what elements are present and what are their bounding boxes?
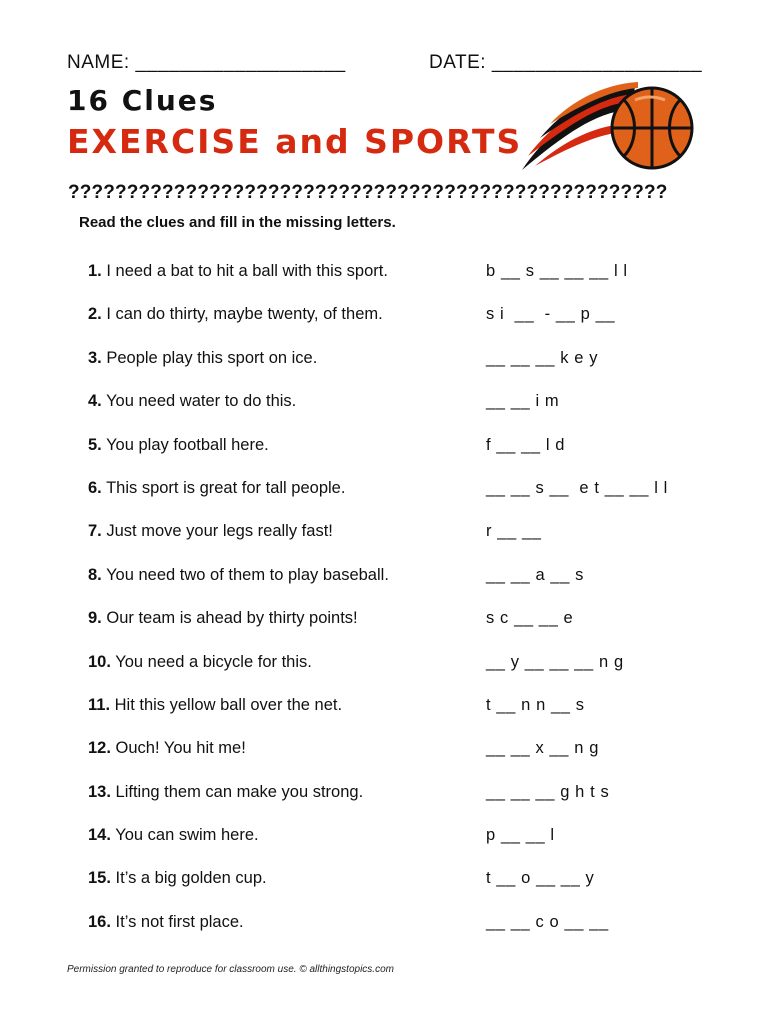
- clue-answer-blank[interactable]: s c __ __ e: [486, 609, 574, 628]
- clue-text: [88, 566, 389, 585]
- clue-number: 8.: [88, 565, 102, 584]
- clue-text: [88, 696, 342, 715]
- clue-text: [88, 479, 345, 498]
- clue-row: [88, 653, 708, 696]
- clue-row: [88, 783, 708, 826]
- clue-text: [88, 522, 333, 541]
- clue-sentence: You can swim here.: [115, 826, 259, 845]
- clue-row: [88, 522, 708, 565]
- clue-text: [88, 392, 296, 411]
- clue-answer-blank[interactable]: p __ __ l: [486, 826, 555, 845]
- clue-row: [88, 913, 708, 956]
- clue-sentence: You need a bicycle for this.: [115, 652, 312, 671]
- clue-answer-blank[interactable]: __ __ x __ n g: [486, 739, 599, 758]
- page-title: 16 Clues: [67, 84, 218, 117]
- clue-sentence: Ouch! You hit me!: [115, 739, 246, 758]
- clue-row: [88, 262, 708, 305]
- clue-sentence: It’s not first place.: [115, 912, 244, 931]
- clue-sentence: People play this sport on ice.: [106, 348, 318, 367]
- clue-text: [88, 869, 267, 888]
- clue-number: 14.: [88, 826, 111, 845]
- clue-row: [88, 479, 708, 522]
- clue-row: [88, 826, 708, 869]
- clue-sentence: Hit this yellow ball over the net.: [114, 695, 343, 714]
- clue-number: 6.: [88, 478, 102, 497]
- clue-row: [88, 739, 708, 782]
- page-subtitle: EXERCISE and SPORTS: [67, 122, 523, 161]
- clue-answer-blank[interactable]: s i __ - __ p __: [486, 305, 616, 324]
- clue-sentence: You need water to do this.: [106, 392, 297, 411]
- clue-answer-blank[interactable]: __ __ s __ e t __ __ l l: [486, 478, 668, 497]
- clue-number: 13.: [88, 782, 111, 801]
- clue-answer-blank[interactable]: b __ s __ __ __ l l: [486, 262, 628, 280]
- clue-text: [88, 436, 269, 455]
- clue-number: 4.: [88, 392, 102, 411]
- clue-row: [88, 392, 708, 435]
- clue-answer-blank[interactable]: f __ __ l d: [486, 435, 566, 454]
- clue-row: [88, 696, 708, 739]
- clue-text: [88, 305, 383, 324]
- clue-row: [88, 436, 708, 479]
- clue-number: 7.: [88, 522, 102, 541]
- clue-text: [88, 783, 363, 802]
- clue-number: 16.: [88, 912, 111, 931]
- footer-permission: Permission granted to reproduce for classroom use. © allthingstopics.com: [67, 964, 394, 975]
- basketball-icon: [510, 78, 700, 178]
- clue-sentence: Our team is ahead by thirty points!: [106, 609, 358, 628]
- clue-row: [88, 349, 708, 392]
- clue-sentence: I need a bat to hit a ball with this sport.: [106, 262, 388, 280]
- clue-sentence: I can do thirty, maybe twenty, of them.: [106, 305, 383, 324]
- clue-number: 10.: [88, 652, 111, 671]
- clue-text: [88, 653, 312, 672]
- clue-row: [88, 609, 708, 652]
- clue-sentence: Just move your legs really fast!: [106, 522, 333, 541]
- clue-sentence: This sport is great for tall people.: [106, 478, 346, 497]
- clue-row: [88, 566, 708, 609]
- clue-number: 2.: [88, 305, 102, 324]
- clue-number: 9.: [88, 609, 102, 628]
- clue-number: 5.: [88, 435, 102, 454]
- clue-sentence: Lifting them can make you strong.: [115, 782, 364, 801]
- clue-row: [88, 869, 708, 912]
- clue-sentence: You play football here.: [106, 435, 269, 454]
- clue-text: [88, 609, 358, 628]
- clue-answer-blank[interactable]: __ __ a __ s: [486, 565, 585, 584]
- decorative-question-marks: ???????????????????????????????????????????????????: [68, 182, 668, 203]
- clue-row: [88, 305, 708, 348]
- clue-text: [88, 349, 317, 368]
- clue-answer-blank[interactable]: __ __ __ g h t s: [486, 782, 610, 801]
- clue-number: 15.: [88, 869, 111, 888]
- clue-text: [88, 826, 259, 845]
- clue-answer-blank[interactable]: t __ n n __ s: [486, 695, 585, 714]
- clue-number: 3.: [88, 348, 102, 367]
- clue-answer-blank[interactable]: __ __ c o __ __: [486, 912, 609, 931]
- clue-text: [88, 262, 388, 281]
- clue-number: 12.: [88, 739, 111, 758]
- clue-sentence: You need two of them to play baseball.: [106, 565, 389, 584]
- instructions: Read the clues and fill in the missing letters.: [79, 214, 396, 231]
- clue-sentence: It’s a big golden cup.: [115, 869, 267, 888]
- clue-answer-blank[interactable]: r __ __: [486, 522, 542, 541]
- clue-number: 11.: [88, 695, 111, 714]
- clue-answer-blank[interactable]: __ __ i m: [486, 392, 560, 411]
- clue-answer-blank[interactable]: t __ o __ __ y: [486, 869, 595, 888]
- clue-answer-blank[interactable]: __ y __ __ __ n g: [486, 652, 624, 671]
- clue-text: [88, 913, 244, 932]
- date-field[interactable]: DATE: ___________________: [429, 52, 703, 73]
- clue-answer-blank[interactable]: __ __ __ k e y: [486, 348, 599, 367]
- clue-text: [88, 739, 246, 758]
- clue-number: 1.: [88, 262, 102, 280]
- clue-list: [88, 262, 708, 956]
- name-field[interactable]: NAME: ___________________: [67, 52, 346, 73]
